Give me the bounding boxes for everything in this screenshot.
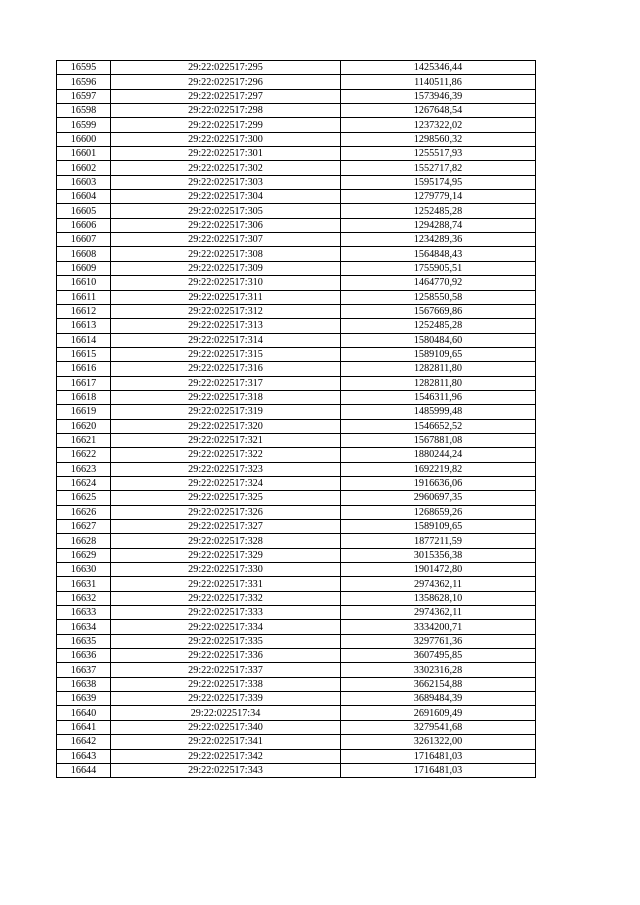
row-number-cell: 16644 (57, 763, 111, 777)
row-number-cell: 16626 (57, 505, 111, 519)
row-number-cell: 16615 (57, 347, 111, 361)
cadastral-number-cell: 29:22:022517:336 (111, 649, 341, 663)
row-number-cell: 16616 (57, 362, 111, 376)
row-number-cell: 16640 (57, 706, 111, 720)
row-number-cell: 16618 (57, 390, 111, 404)
cadastral-number-cell: 29:22:022517:334 (111, 620, 341, 634)
table-row (57, 491, 536, 505)
cadastral-number-cell: 29:22:022517:310 (111, 276, 341, 290)
table-row (57, 476, 536, 490)
row-number-cell: 16635 (57, 634, 111, 648)
cadastral-value-cell: 1564848,43 (341, 247, 536, 261)
row-number-cell: 16623 (57, 462, 111, 476)
cadastral-value-cell: 1282811,80 (341, 376, 536, 390)
row-number-cell: 16603 (57, 175, 111, 189)
row-number-cell: 16604 (57, 190, 111, 204)
table-row (57, 276, 536, 290)
table-row (57, 247, 536, 261)
cadastral-number-cell: 29:22:022517:333 (111, 606, 341, 620)
cadastral-number-cell: 29:22:022517:300 (111, 132, 341, 146)
cadastral-number-cell: 29:22:022517:301 (111, 147, 341, 161)
cadastral-number-cell: 29:22:022517:330 (111, 563, 341, 577)
cadastral-value-cell: 1546652,52 (341, 419, 536, 433)
cadastral-number-cell: 29:22:022517:320 (111, 419, 341, 433)
cadastral-value-cell: 1716481,03 (341, 763, 536, 777)
row-number-cell: 16636 (57, 649, 111, 663)
table-row (57, 118, 536, 132)
row-number-cell: 16609 (57, 261, 111, 275)
cadastral-value-cell: 1589109,65 (341, 520, 536, 534)
table-row (57, 261, 536, 275)
table-body (57, 61, 536, 778)
cadastral-value-cell: 1567881,08 (341, 433, 536, 447)
row-number-cell: 16631 (57, 577, 111, 591)
cadastral-value-cell: 1877211,59 (341, 534, 536, 548)
table-row (57, 649, 536, 663)
cadastral-value-cell: 1464770,92 (341, 276, 536, 290)
cadastral-number-cell: 29:22:022517:317 (111, 376, 341, 390)
table-row (57, 89, 536, 103)
row-number-cell: 16597 (57, 89, 111, 103)
cadastral-number-cell: 29:22:022517:341 (111, 735, 341, 749)
cadastral-number-cell: 29:22:022517:323 (111, 462, 341, 476)
cadastral-number-cell: 29:22:022517:309 (111, 261, 341, 275)
cadastral-number-cell: 29:22:022517:321 (111, 433, 341, 447)
row-number-cell: 16595 (57, 61, 111, 75)
table-row (57, 75, 536, 89)
row-number-cell: 16600 (57, 132, 111, 146)
table-row (57, 376, 536, 390)
cadastral-number-cell: 29:22:022517:315 (111, 347, 341, 361)
row-number-cell: 16628 (57, 534, 111, 548)
cadastral-value-cell: 3662154,88 (341, 677, 536, 691)
table-row (57, 634, 536, 648)
table-row (57, 462, 536, 476)
cadastral-value-cell: 1916636,06 (341, 476, 536, 490)
row-number-cell: 16627 (57, 520, 111, 534)
cadastral-number-cell: 29:22:022517:339 (111, 692, 341, 706)
table-row (57, 233, 536, 247)
cadastral-value-cell: 1298560,32 (341, 132, 536, 146)
row-number-cell: 16630 (57, 563, 111, 577)
table-row (57, 175, 536, 189)
cadastral-value-cell: 1267648,54 (341, 104, 536, 118)
row-number-cell: 16614 (57, 333, 111, 347)
cadastral-number-cell: 29:22:022517:312 (111, 304, 341, 318)
cadastral-value-cell: 3302316,28 (341, 663, 536, 677)
table-row (57, 448, 536, 462)
cadastral-number-cell: 29:22:022517:337 (111, 663, 341, 677)
row-number-cell: 16629 (57, 548, 111, 562)
row-number-cell: 16638 (57, 677, 111, 691)
table-row (57, 706, 536, 720)
cadastral-value-cell: 2691609,49 (341, 706, 536, 720)
cadastral-number-cell: 29:22:022517:307 (111, 233, 341, 247)
table-row (57, 692, 536, 706)
cadastral-number-cell: 29:22:022517:338 (111, 677, 341, 691)
row-number-cell: 16610 (57, 276, 111, 290)
row-number-cell: 16639 (57, 692, 111, 706)
cadastral-value-cell: 1252485,28 (341, 319, 536, 333)
table-row (57, 505, 536, 519)
cadastral-value-cell: 3015356,38 (341, 548, 536, 562)
cadastral-value-cell: 3689484,39 (341, 692, 536, 706)
table-row (57, 591, 536, 605)
row-number-cell: 16599 (57, 118, 111, 132)
cadastral-number-cell: 29:22:022517:327 (111, 520, 341, 534)
table-row (57, 577, 536, 591)
cadastral-value-cell: 1282811,80 (341, 362, 536, 376)
row-number-cell: 16637 (57, 663, 111, 677)
cadastral-value-cell: 3261322,00 (341, 735, 536, 749)
cadastral-value-cell: 1755905,51 (341, 261, 536, 275)
row-number-cell: 16607 (57, 233, 111, 247)
cadastral-value-cell: 1589109,65 (341, 347, 536, 361)
cadastral-number-cell: 29:22:022517:324 (111, 476, 341, 490)
row-number-cell: 16612 (57, 304, 111, 318)
row-number-cell: 16634 (57, 620, 111, 634)
table-row (57, 534, 536, 548)
table-row (57, 161, 536, 175)
cadastral-number-cell: 29:22:022517:296 (111, 75, 341, 89)
table-row (57, 290, 536, 304)
row-number-cell: 16613 (57, 319, 111, 333)
cadastral-value-cell: 3279541,68 (341, 720, 536, 734)
cadastral-number-cell: 29:22:022517:314 (111, 333, 341, 347)
row-number-cell: 16621 (57, 433, 111, 447)
table-row (57, 132, 536, 146)
table-row (57, 147, 536, 161)
cadastral-value-cell: 1552717,82 (341, 161, 536, 175)
row-number-cell: 16622 (57, 448, 111, 462)
cadastral-value-cell: 1716481,03 (341, 749, 536, 763)
table-row (57, 563, 536, 577)
cadastral-number-cell: 29:22:022517:305 (111, 204, 341, 218)
row-number-cell: 16624 (57, 476, 111, 490)
cadastral-value-cell: 1580484,60 (341, 333, 536, 347)
cadastral-number-cell: 29:22:022517:319 (111, 405, 341, 419)
table-row (57, 606, 536, 620)
cadastral-number-cell: 29:22:022517:335 (111, 634, 341, 648)
cadastral-number-cell: 29:22:022517:302 (111, 161, 341, 175)
cadastral-number-cell: 29:22:022517:313 (111, 319, 341, 333)
cadastral-value-cell: 1279779,14 (341, 190, 536, 204)
row-number-cell: 16598 (57, 104, 111, 118)
cadastral-value-cell: 1880244,24 (341, 448, 536, 462)
cadastral-number-cell: 29:22:022517:308 (111, 247, 341, 261)
table-row (57, 749, 536, 763)
cadastral-number-cell: 29:22:022517:328 (111, 534, 341, 548)
cadastral-value-cell: 1237322,02 (341, 118, 536, 132)
cadastral-number-cell: 29:22:022517:316 (111, 362, 341, 376)
cadastral-value-cell: 1567669,86 (341, 304, 536, 318)
table-row (57, 104, 536, 118)
cadastral-value-cell: 3297761,36 (341, 634, 536, 648)
row-number-cell: 16608 (57, 247, 111, 261)
table-row (57, 663, 536, 677)
table-row (57, 347, 536, 361)
cadastral-number-cell: 29:22:022517:322 (111, 448, 341, 462)
cadastral-number-cell: 29:22:022517:331 (111, 577, 341, 591)
cadastral-number-cell: 29:22:022517:299 (111, 118, 341, 132)
cadastral-number-cell: 29:22:022517:34 (111, 706, 341, 720)
table-row (57, 304, 536, 318)
table-row (57, 362, 536, 376)
cadastral-value-cell: 1234289,36 (341, 233, 536, 247)
cadastral-number-cell: 29:22:022517:343 (111, 763, 341, 777)
cadastral-value-cell: 3607495,85 (341, 649, 536, 663)
table-row (57, 390, 536, 404)
cadastral-number-cell: 29:22:022517:303 (111, 175, 341, 189)
row-number-cell: 16633 (57, 606, 111, 620)
cadastral-value-cell: 1255517,93 (341, 147, 536, 161)
cadastral-value-cell: 1268659,26 (341, 505, 536, 519)
table-row (57, 520, 536, 534)
row-number-cell: 16620 (57, 419, 111, 433)
cadastral-number-cell: 29:22:022517:297 (111, 89, 341, 103)
cadastral-number-cell: 29:22:022517:318 (111, 390, 341, 404)
row-number-cell: 16606 (57, 218, 111, 232)
cadastral-value-table (56, 60, 536, 778)
cadastral-value-cell: 1140511,86 (341, 75, 536, 89)
cadastral-value-cell: 1573946,39 (341, 89, 536, 103)
row-number-cell: 16605 (57, 204, 111, 218)
row-number-cell: 16611 (57, 290, 111, 304)
cadastral-number-cell: 29:22:022517:304 (111, 190, 341, 204)
row-number-cell: 16632 (57, 591, 111, 605)
cadastral-number-cell: 29:22:022517:325 (111, 491, 341, 505)
table-row (57, 677, 536, 691)
cadastral-value-cell: 3334200,71 (341, 620, 536, 634)
cadastral-value-cell: 1692219,82 (341, 462, 536, 476)
table-row (57, 548, 536, 562)
table-row (57, 405, 536, 419)
cadastral-value-cell: 1358628,10 (341, 591, 536, 605)
row-number-cell: 16619 (57, 405, 111, 419)
cadastral-number-cell: 29:22:022517:329 (111, 548, 341, 562)
cadastral-value-cell: 1595174,95 (341, 175, 536, 189)
row-number-cell: 16602 (57, 161, 111, 175)
row-number-cell: 16641 (57, 720, 111, 734)
cadastral-value-cell: 1901472,80 (341, 563, 536, 577)
cadastral-value-cell: 2960697,35 (341, 491, 536, 505)
cadastral-value-cell: 2974362,11 (341, 606, 536, 620)
cadastral-value-cell: 1258550,58 (341, 290, 536, 304)
table-row (57, 763, 536, 777)
cadastral-value-cell: 1425346,44 (341, 61, 536, 75)
row-number-cell: 16601 (57, 147, 111, 161)
cadastral-value-cell: 2974362,11 (341, 577, 536, 591)
table-row (57, 218, 536, 232)
table-row (57, 720, 536, 734)
cadastral-value-cell: 1485999,48 (341, 405, 536, 419)
cadastral-value-cell: 1252485,28 (341, 204, 536, 218)
table-row (57, 735, 536, 749)
cadastral-number-cell: 29:22:022517:342 (111, 749, 341, 763)
cadastral-number-cell: 29:22:022517:340 (111, 720, 341, 734)
table-row (57, 190, 536, 204)
cadastral-number-cell: 29:22:022517:306 (111, 218, 341, 232)
table-row (57, 433, 536, 447)
table-row (57, 204, 536, 218)
table-row (57, 61, 536, 75)
table-row (57, 620, 536, 634)
cadastral-number-cell: 29:22:022517:298 (111, 104, 341, 118)
cadastral-number-cell: 29:22:022517:326 (111, 505, 341, 519)
row-number-cell: 16642 (57, 735, 111, 749)
row-number-cell: 16643 (57, 749, 111, 763)
cadastral-number-cell: 29:22:022517:332 (111, 591, 341, 605)
cadastral-number-cell: 29:22:022517:295 (111, 61, 341, 75)
table-row (57, 319, 536, 333)
row-number-cell: 16617 (57, 376, 111, 390)
cadastral-value-cell: 1294288,74 (341, 218, 536, 232)
table-row (57, 333, 536, 347)
table-row (57, 419, 536, 433)
row-number-cell: 16625 (57, 491, 111, 505)
row-number-cell: 16596 (57, 75, 111, 89)
cadastral-value-cell: 1546311,96 (341, 390, 536, 404)
cadastral-number-cell: 29:22:022517:311 (111, 290, 341, 304)
